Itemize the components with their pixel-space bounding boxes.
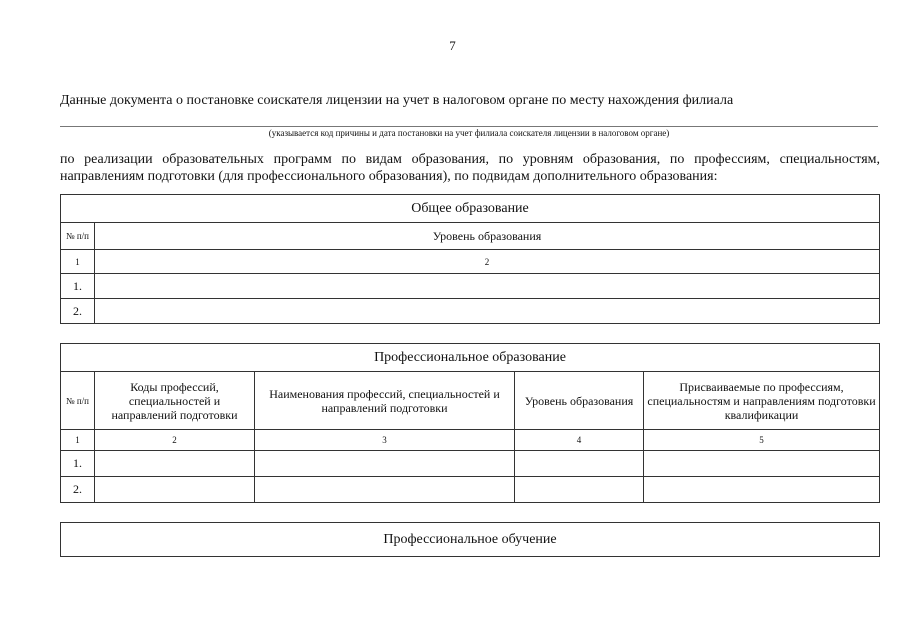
- fill-in-line-caption: (указывается код причины и дата постановки на учет филиала соискателя лицензии в налоговом органе): [268, 128, 670, 138]
- col-header-qualifications: Присваиваемые по профессиям, специальностям и направлениям подготовки квалификации: [644, 372, 880, 430]
- general-education-table: [60, 194, 880, 324]
- col-number: 3: [255, 430, 515, 451]
- names-cell[interactable]: [255, 477, 515, 503]
- qualifications-cell[interactable]: [644, 477, 880, 503]
- table-row: [61, 274, 880, 299]
- table-row: [61, 477, 880, 503]
- col-number: 2: [95, 250, 880, 274]
- fill-in-line: [60, 126, 878, 127]
- intro-paragraph: по реализации образовательных программ по видам образования, по уровням образования, по профессиям, специальностям, направлениям подготовки (для профессионального образования), по подвидам дополнительного образования:: [60, 152, 880, 184]
- professional-training-title: Профессиональное обучение: [61, 523, 880, 557]
- page-number: 7: [449, 38, 456, 53]
- row-number: 2.: [61, 299, 95, 324]
- qualifications-cell[interactable]: [644, 451, 880, 477]
- level-cell[interactable]: [95, 299, 880, 324]
- professional-training-table: [60, 522, 880, 557]
- col-number: 2: [95, 430, 255, 451]
- col-number: 1: [61, 250, 95, 274]
- table-row: [61, 299, 880, 324]
- col-header-num: № п/п: [61, 372, 95, 430]
- names-cell[interactable]: [255, 451, 515, 477]
- level-cell[interactable]: [95, 274, 880, 299]
- col-number: 5: [644, 430, 880, 451]
- professional-education-title: Профессиональное образование: [61, 344, 880, 372]
- level-cell[interactable]: [515, 451, 644, 477]
- col-number: 1: [61, 430, 95, 451]
- col-header-num: № п/п: [61, 223, 95, 250]
- general-education-title: Общее образование: [61, 195, 880, 223]
- row-number: 1.: [61, 274, 95, 299]
- col-header-codes: Коды профессий, специальностей и направлений подготовки: [95, 372, 255, 430]
- codes-cell[interactable]: [95, 477, 255, 503]
- col-header-level: Уровень образования: [95, 223, 880, 250]
- col-number: 4: [515, 430, 644, 451]
- col-header-level: Уровень образования: [515, 372, 644, 430]
- codes-cell[interactable]: [95, 451, 255, 477]
- branch-tax-registration-label: Данные документа о постановке соискателя лицензии на учет в налоговом органе по месту нахождения филиала: [60, 93, 734, 108]
- level-cell[interactable]: [515, 477, 644, 503]
- col-header-names: Наименования профессий, специальностей и направлений подготовки: [255, 372, 515, 430]
- table-row: [61, 451, 880, 477]
- row-number: 2.: [61, 477, 95, 503]
- row-number: 1.: [61, 451, 95, 477]
- professional-education-table: [60, 343, 880, 503]
